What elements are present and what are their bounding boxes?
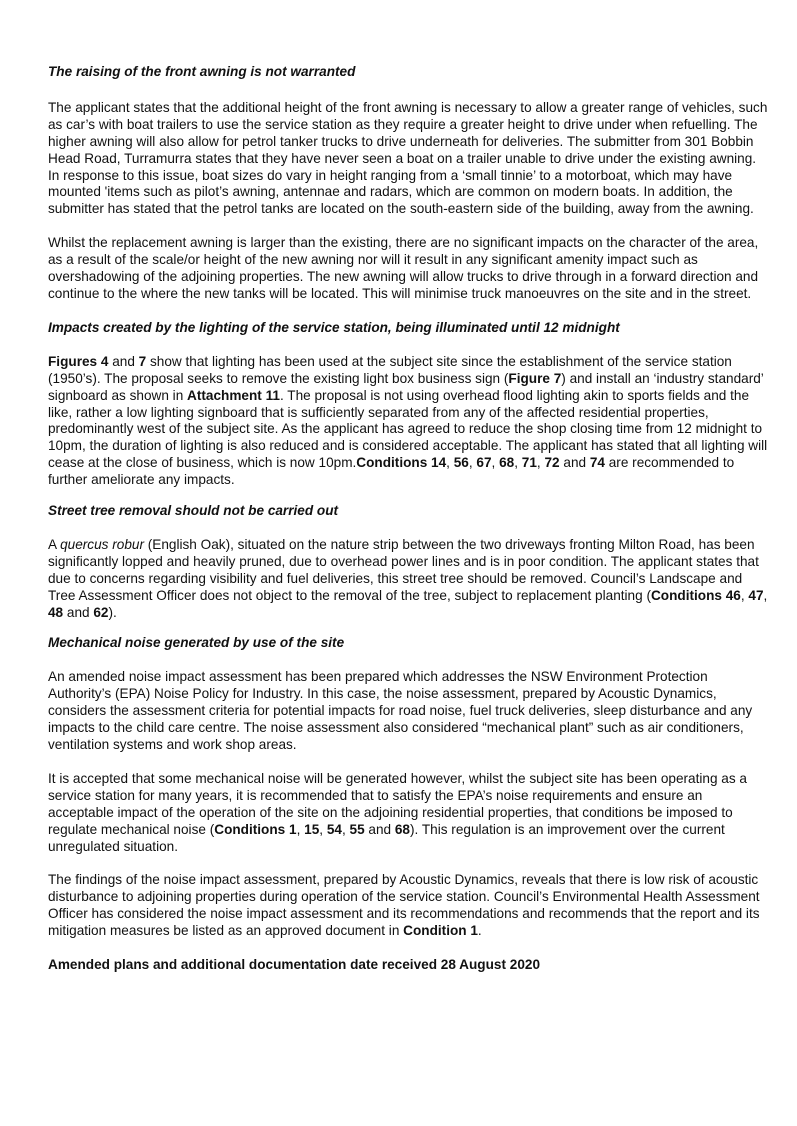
species-name: quercus robur — [60, 536, 144, 552]
ref-condition-67: 67 — [476, 455, 492, 471]
ref-condition-14: Conditions 14 — [356, 455, 447, 471]
ref-figure-7: Figure 7 — [508, 370, 562, 386]
heading-mechanical-noise: Mechanical noise generated by use of the site — [48, 635, 345, 651]
ref-condition-68b: 68 — [394, 821, 410, 837]
ref-condition-72: 72 — [544, 455, 560, 471]
ref-condition-62: 62 — [93, 604, 109, 620]
ref-condition-54: 54 — [326, 821, 342, 837]
paragraph-awning-1: The applicant states that the additional height of the front awning is necessary to allow a greater range of vehicles, such as car’s with boat trailers to use the service station as they require a greater height to drive under when refuelling. The higher awning will also allow for petrol tanker trucks to drive underneath for deliveries. The submitter from 301 Bobbin Head Road, Turramurra states that they have never seen a boat on a trailer unable to drive under the existing awning. In response to this issue, boat sizes do vary in height ranging from a ‘small tinnie’ to a motorboat, which may have mounted 'items such as pilot’s awning, antennae and radars, which are common on modern boats. In addition, the submitter has stated that the petrol tanks are located on the south-eastern side of the building, away from the awning. — [48, 99, 768, 217]
heading-front-awning: The raising of the front awning is not warranted — [48, 64, 356, 79]
ref-condition-1b: Condition 1 — [403, 923, 478, 939]
heading-lighting: Impacts created by the lighting of the service station, being illuminated until 12 midnight — [48, 319, 620, 335]
document-page — [48, 64, 768, 974]
ref-condition-74: 74 — [589, 455, 605, 471]
ref-attachment-11: Attachment 11 — [187, 387, 280, 403]
paragraph-noise-1: An amended noise impact assessment has been prepared which addresses the NSW Environment Protection Authority’s (EPA) Noise Policy for Industry. In this case, the noise assessment, prepared by Acoustic Dynamics, considers the assessment criteria for potential impacts for road noise, fuel truck deliveries, sleep disturbance and any impacts to the child care centre. The noise assessment also considered “mechanical plant” such as air conditioners, ventilation systems and work shop areas. — [48, 669, 753, 752]
paragraph-street-tree: A quercus robur (English Oak), situated on the nature strip between the two driveways fronting Milton Road, has been significantly lopped and heavily pruned, due to overhead power lines and is in poor condition. The applicant states that due to concerns regarding visibility and fuel deliveries, this street tree should be removed. Council’s Landscape and Tree Assessment Officer does not object to the removal of the tree, subject to replacement planting (Conditions 46, 47, 48 and 62). — [48, 536, 768, 620]
ref-condition-48: 48 — [48, 604, 64, 620]
paragraph-noise-2: It is accepted that some mechanical noise will be generated however, whilst the subject site has been operating as a service station for many years, it is recommended that to satisfy the EPA’s noise requirements and ensure an acceptable impact of the operation of the site on the adjoining residential properties, that conditions be imposed to regulate mechanical noise (Conditions 1, 15, 54, 55 and 68). This regulation is an improvement over the current unregulated situation. — [48, 770, 747, 854]
ref-condition-56: 56 — [453, 455, 469, 471]
ref-condition-47: 47 — [748, 587, 764, 603]
ref-condition-71: 71 — [521, 455, 537, 471]
ref-figure-7-short: 7 — [138, 353, 147, 369]
ref-condition-55: 55 — [349, 821, 365, 837]
heading-amended-plans: Amended plans and additional documentation date received 28 August 2020 — [48, 957, 541, 973]
paragraph-noise-3: The findings of the noise impact assessment, prepared by Acoustic Dynamics, reveals that there is low risk of acoustic disturbance to adjoining properties during operation of the service station. Council’s Environmental Health Assessment Officer has considered the noise impact assessment and its recommendations and recommends that the report and its mitigation measures be listed as an approved document in Condition 1. — [48, 872, 760, 939]
paragraph-lighting: Figures 4 and 7 show that lighting has been used at the subject site since the establishment of the service station (1950’s). The proposal seeks to remove the existing light box business sign (Figure 7) and install an ‘industry standard’ signboard as shown in Attachment 11. The proposal is not using overhead flood lighting akin to sports fields and the like, rather a low lighting signboard that is sufficiently separated from any of the affected residential properties, predominantly west of the subject site. As the applicant has agreed to reduce the shop closing time from 12 midnight to 10pm, the duration of lighting is also reduced and is considered acceptable. The applicant has stated that all lighting will cease at the close of business, which is now 10pm.Conditions 14, 56, 67, 68, 71, 72 and 74 are recommended to further ameliorate any impacts. — [48, 353, 768, 488]
ref-condition-15: 15 — [304, 821, 320, 837]
ref-condition-46: Conditions 46 — [650, 587, 741, 603]
ref-condition-1: Conditions 1 — [214, 821, 297, 837]
ref-figures-4: Figures 4 — [48, 353, 109, 369]
paragraph-awning-2: Whilst the replacement awning is larger than the existing, there are no significant impacts on the character of the area, as a result of the scale/or height of the new awning nor will it result in any significant amenity impact such as overshadowing of the adjoining properties. The new awning will allow trucks to drive through in a forward direction and continue to the where the new tanks will be located. This will minimise truck manoeuvres on the site and in the street. — [48, 235, 759, 301]
ref-condition-68: 68 — [499, 455, 515, 471]
heading-street-tree: Street tree removal should not be carried out — [48, 503, 339, 519]
